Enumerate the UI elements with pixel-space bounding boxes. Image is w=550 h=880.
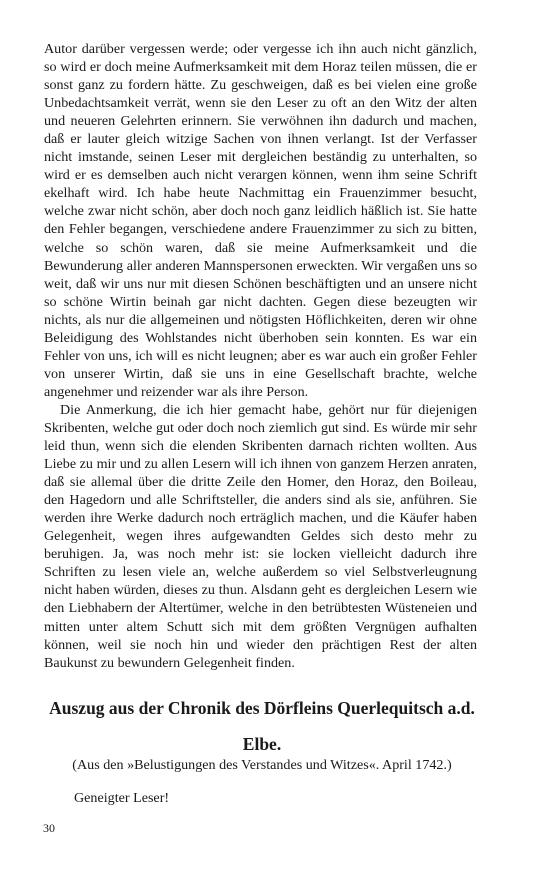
paragraph-1: Autor darüber vergessen werde; oder vergesse ich ihn auch nicht gänzlich, so wird er doch meine Aufmerksamkeit mit dem Horaz teilen müssen, die er sonst ganz zu fordern hätte. Zu geschweigen, daß es bei vielen eine große Unbedachtsamkeit verrät, wenn sie den Leser zu oft an den Witz der alten und neueren Gelehrten erinnern. Sie verwöhnen ihn dadurch und machen, daß er lauter gleich witzige Sachen von ihnen verlangt. Ist der Verfasser nicht imstande, seinen Leser mit dergleichen beständig zu unterhalten, so wird er es demselben auch nicht verargen können, wenn ihm seine Schrift ekelhaft wird. Ich habe heute Nachmittag ein Frauenzimmer besucht, welche zwar nicht schön, aber doch noch ganz leidlich häßlich ist. Sie hatte den Fehler begangen, verschiedene andere Frauenzimmer zu sich zu bitten, welche so schön waren, daß sie meine Aufmerksamkeit und die Bewunderung aller anderen Mannspersonen erweckten. Wir vergaßen uns so weit, daß wir uns nur mit diesen Schönen beschäftigten und an unsere nicht so schöne Wirtin beinah gar nicht dachten. Gegen diese bezeugten wir nichts, als nur die allgemeinen und nötigsten Höflichkeiten, deren wir ohne Beleidigung des Wohlstandes nicht überhoben sein konnten. Es war ein Fehler von uns, ich will es nicht leugnen; aber es war auch ein großer Fehler von unserer Wirtin, daß sie uns in eine Gesellschaft brachte, welche angenehmer und reizender war als ihre Person. [44, 41, 477, 400]
chapter-title: Auszug aus der Chronik des Dörfleins Querlequitsch a.d. Elbe. [49, 698, 475, 754]
body-text [44, 40, 477, 672]
paragraph-2: Die Anmerkung, die ich hier gemacht habe, gehört nur für diejenigen Skribenten, welche gut oder doch noch ziemlich gut sind. Es würde mir sehr leid thun, wenn sich die elenden Skribenten darnach richten wollten. Aus Liebe zu mir und zu allen Lesern will ich ihnen von ganzem Herzen anraten, daß sie allemal über die dritte Zeile den Homer, den Horaz, den Boileau, den Hagedorn und alle Schriftsteller, die anders sind als sie, anführen. Sie werden ihre Werke dadurch noch erträglich machen, und die Käufer haben Gelegenheit, wegen ihres aufgewandten Geldes sich desto mehr zu beruhigen. Ja, was noch mehr ist: sie locken vielleicht dadurch ihre Schriften zu lesen viele an, welche außerdem so viel Selbstverleugnung nicht haben würden, dieses zu thun. Alsdann geht es dergleichen Lesern wie den Liebhabern der Altertümer, welche in den betrübtesten Wüsteneien und mitten unter altem Schutt sich mit dem größten Vergnügen aufhalten können, weil sie noch hin und wieder den prächtigen Rest der alten Baukunst zu bewundern Gelegenheit finden. [44, 401, 477, 671]
source-note: (Aus den »Belustigungen des Verstandes und Witzes«. April 1742.) [72, 757, 452, 773]
salutation: Geneigter Leser! [74, 790, 170, 806]
page-number: 30 [43, 821, 55, 835]
